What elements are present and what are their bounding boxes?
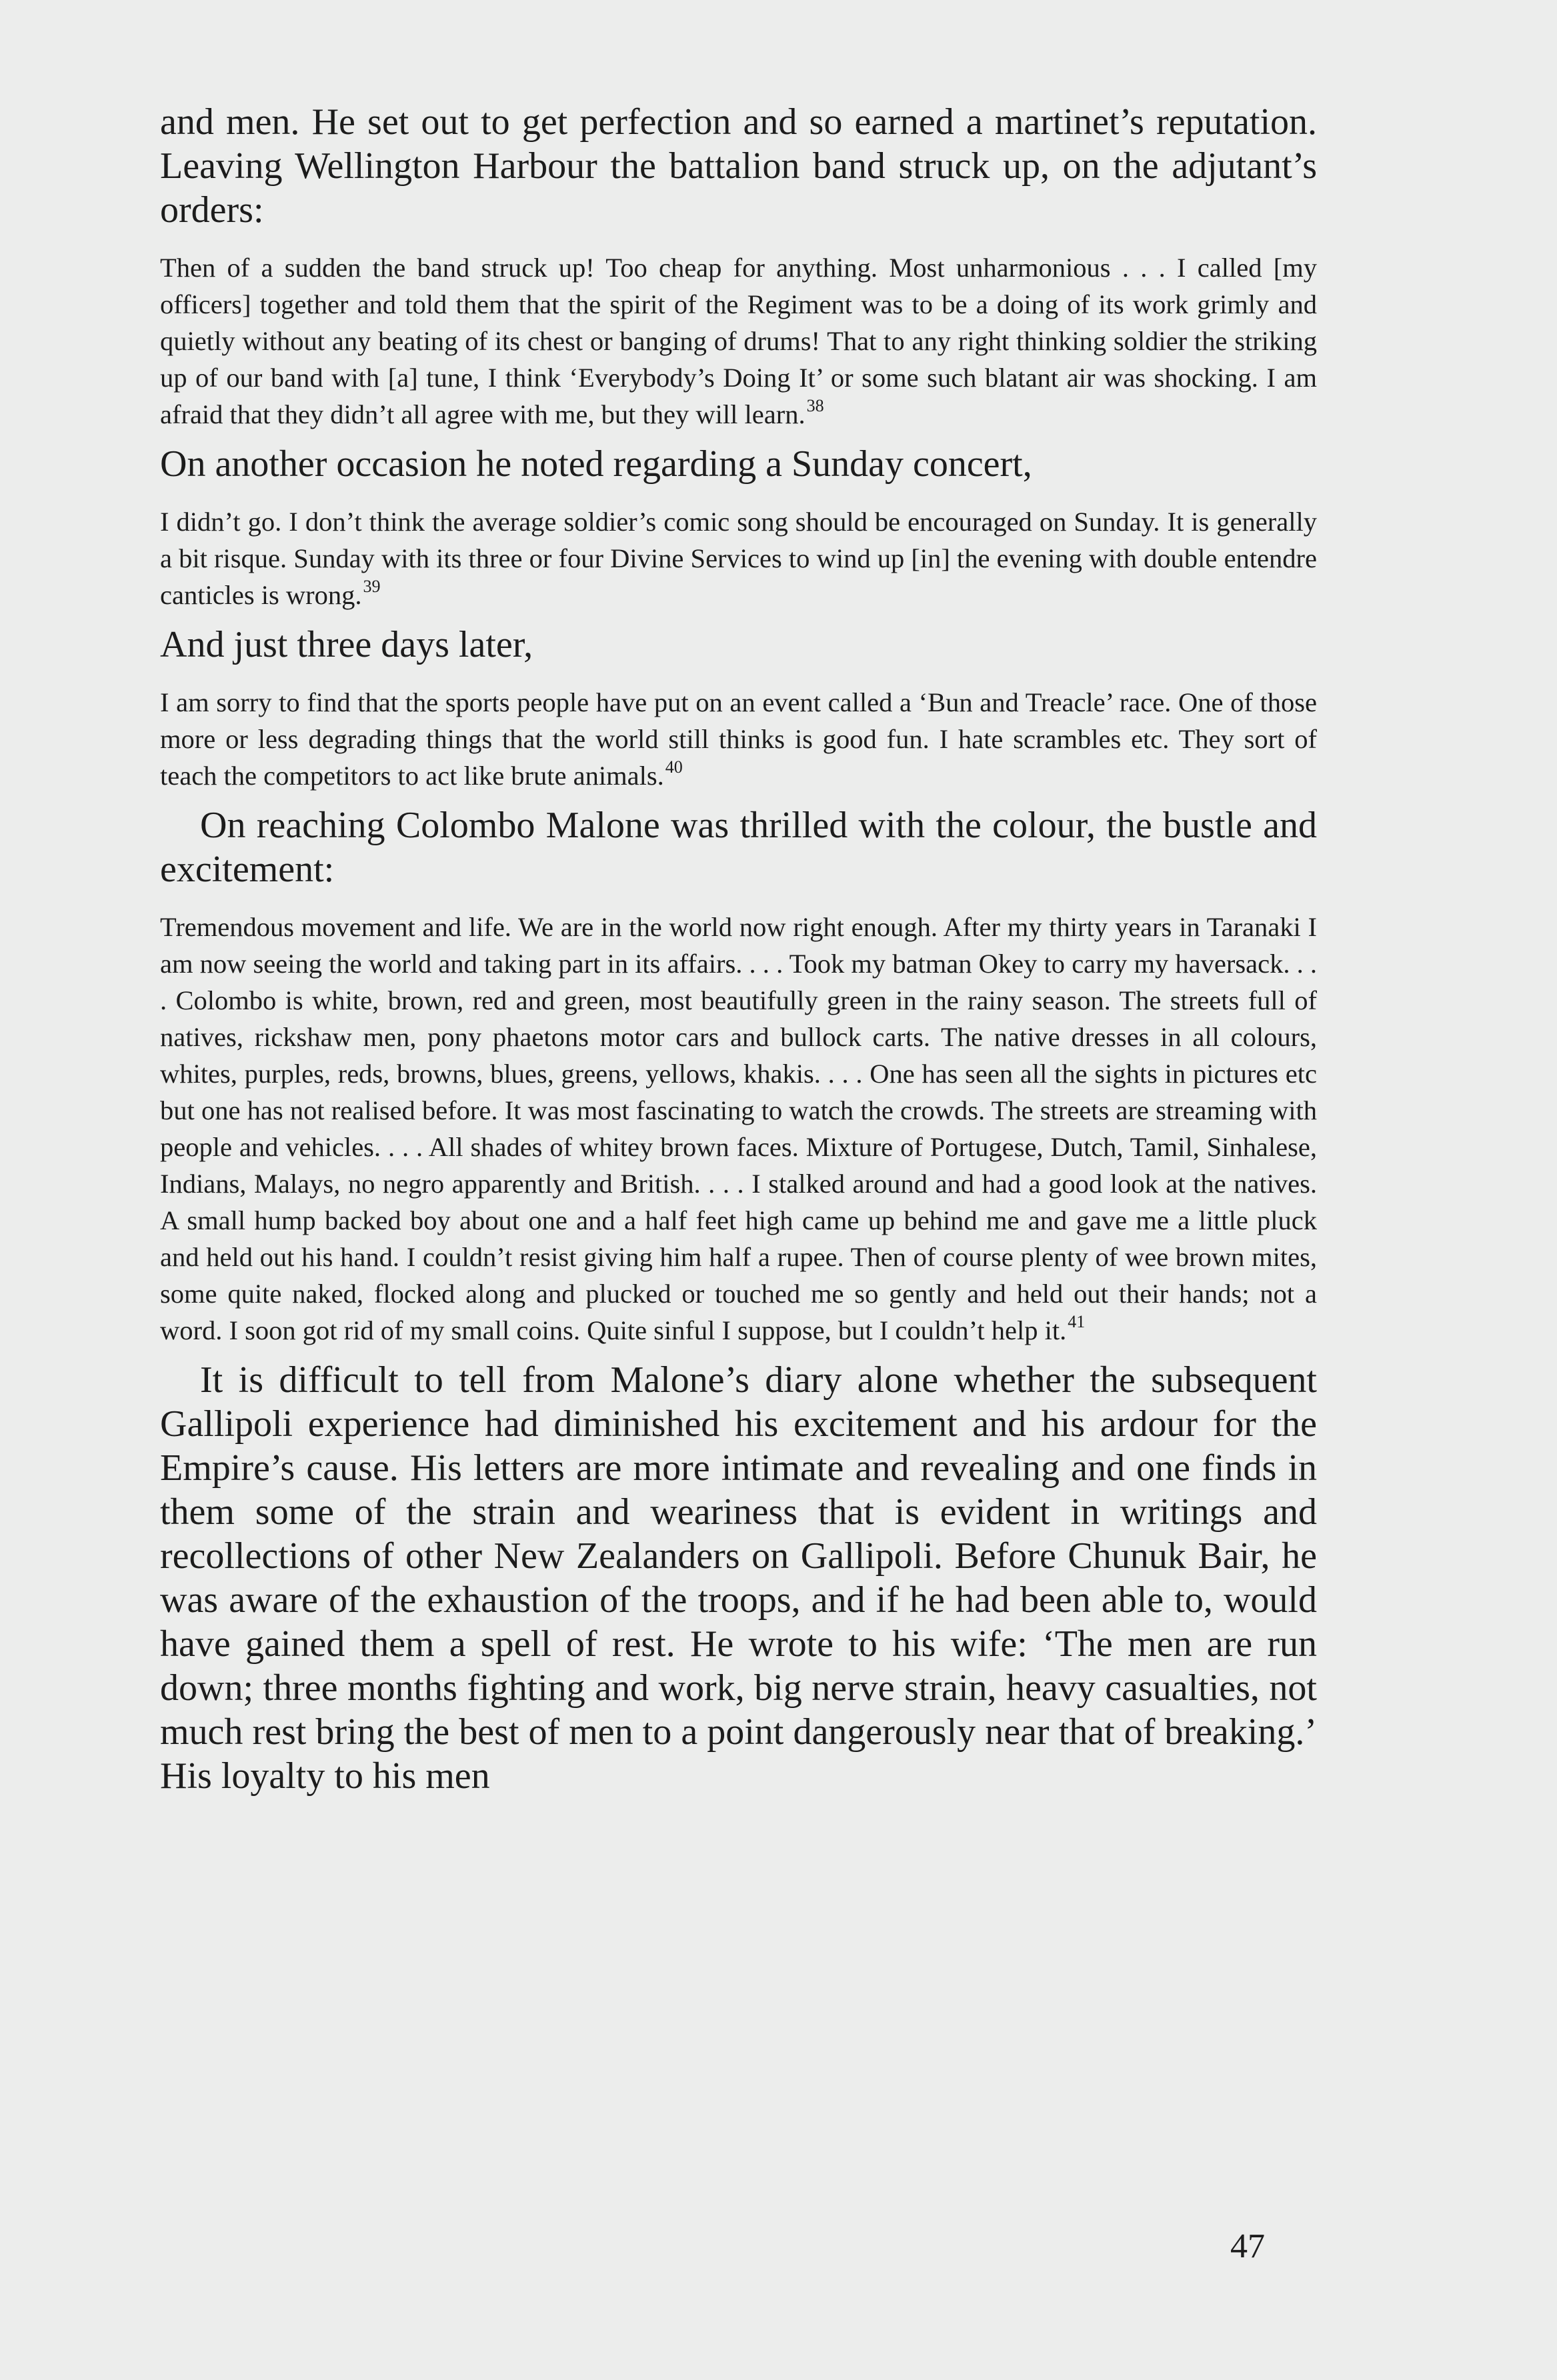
paragraph-colombo: On reaching Colombo Malone was thrilled with the colour, the bustle and excitement: [160,805,1317,890]
block-quote-bun-treacle [160,684,1317,794]
footnote-ref-41: 41 [1068,1312,1086,1331]
paragraph-sunday-concert: On another occasion he noted regarding a Sunday concert, [160,443,1032,485]
quote-text: Then of a sudden the band struck up! Too cheap for anything. Most unharmonious . . . I called [my officers] together and told them that the spirit of the Regiment was to be a doing of its work grimly and quietly without any beating of its chest or banging of drums! That to any right thinking soldier the striking up of our band with [a] tune, I think ‘Everybody’s Doing It’ or some such blatant air was shocking. I am afraid that they didn’t all agree with me, but they will learn. [160,253,1317,429]
page-number: 47 [1230,2227,1265,2265]
page-body [160,100,1317,1798]
block-quote-sunday [160,503,1317,613]
block-quote-colombo [160,909,1317,1349]
paragraph-opening: and men. He set out to get perfection and so earned a martinet’s reputation. Leaving Wellington Harbour the battalion band struck up, on the adjutant’s orders: [160,101,1317,231]
quote-text: I didn’t go. I don’t think the average soldier’s comic song should be encouraged on Sunday. It is generally a bit risque. Sunday with its three or four Divine Services to wind up [in] the evening with double entendre canticles is wrong. [160,507,1317,610]
block-quote-band [160,249,1317,433]
paragraph-gallipoli: It is difficult to tell from Malone’s diary alone whether the subsequent Gallipoli experience had diminished his excitement and his ardour for the Empire’s cause. His letters are more intimate and revealing and one finds in them some of the strain and weariness that is evident in writings and recollections of other New Zealanders on Gallipoli. Before Chunuk Bair, he was aware of the exhaustion of the troops, and if he had been able to, would have gained them a spell of rest. He wrote to his wife: ‘The men are run down; three months fighting and work, big nerve strain, heavy casualties, not much rest bring the best of men to a point dangerously near that of breaking.’ His loyalty to his men [160,1359,1317,1797]
footnote-ref-40: 40 [665,757,683,777]
quote-text: Tremendous movement and life. We are in the world now right enough. After my thirty years in Taranaki I am now seeing the world and taking part in its affairs. . . . Took my batman Okey to carry my haversack. . . . Colombo is white, brown, red and green, most beautifully green in the rainy season. The streets full of natives, rickshaw men, pony phaetons motor cars and bullock carts. The native dresses in all colours, whites, purples, reds, browns, blues, greens, yellows, khakis. . . . One has seen all the sights in pictures etc but one has not realised before. It was most fascinating to watch the crowds. The streets are streaming with people and vehicles. . . . All shades of whitey brown faces. Mixture of Portugese, Dutch, Tamil, Sinhalese, Indians, Malays, no negro apparently and British. . . . I stalked around and had a good look at the natives. A small hump backed boy about one and a half feet high came up behind me and gave me a little pluck and held out his hand. I couldn’t resist giving him half a rupee. Then of course plenty of wee brown mites, some quite naked, flocked along and plucked or touched me so gently and held out their hands; not a word. I soon got rid of my small coins. Quite sinful I suppose, but I couldn’t help it. [160,912,1317,1345]
footnote-ref-38: 38 [806,396,824,415]
quote-text: I am sorry to find that the sports people have put on an event called a ‘Bun and Treacle’ race. One of those more or less degrading things that the world still thinks is good fun. I hate scrambles etc. They sort of teach the competitors to act like brute animals. [160,687,1317,791]
paragraph-three-days-later: And just three days later, [160,624,533,665]
footnote-ref-39: 39 [363,577,381,596]
